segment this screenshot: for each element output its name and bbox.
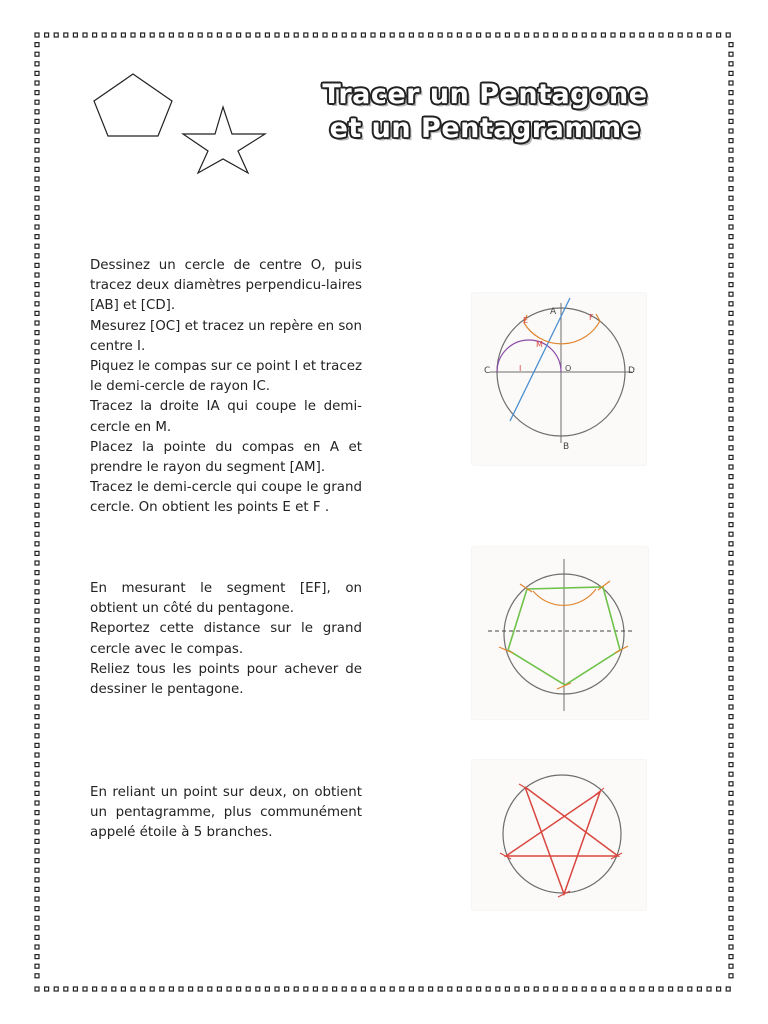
pentagon-icon [88, 70, 178, 142]
label-b: B [563, 442, 570, 452]
label-e: E [523, 316, 529, 325]
pentagram-figure [472, 760, 646, 910]
paragraph: Tracez la droite IA qui coupe le demi-cercle en M. [90, 399, 362, 435]
paragraph: Mesurez [OC] et tracez un repère en son centre I. [90, 318, 362, 354]
label-f: F [589, 313, 594, 322]
paragraph: Reliez tous les points pour achever de dessiner le pentagone. [90, 661, 362, 698]
paragraph: Piquez le compas sur ce point I et tracez le demi-cercle de rayon IC. [90, 359, 362, 395]
label-c: C [484, 366, 491, 376]
label-i: I [519, 364, 522, 373]
page-title [300, 78, 670, 146]
section-1-instructions [90, 256, 362, 519]
label-o: O [565, 364, 572, 373]
title-line-1: Tracer un Pentagone [322, 79, 648, 110]
section-2-instructions [90, 579, 362, 700]
paragraph: Reportez cette distance sur le grand cercle avec le compas. [90, 621, 362, 657]
section-3-instructions [90, 783, 362, 844]
paragraph: Placez la pointe du compas en A et prendre le rayon du segment [AM]. [90, 439, 362, 476]
label-m: M [536, 340, 543, 349]
title-line-2: et un Pentagramme [329, 113, 641, 144]
paragraph: En reliant un point sur deux, on obtient un pentagramme, plus communément appelé étoile à 5 branches. [90, 785, 362, 841]
paragraph: En mesurant le segment [EF], on obtient un côté du pentagone. [90, 581, 362, 617]
star-icon [181, 103, 271, 175]
pentagon-figure [472, 547, 648, 719]
paragraph: Tracez le demi-cercle qui coupe le grand cercle. On obtient les points E et F . [90, 480, 362, 516]
label-d: D [628, 366, 635, 376]
construction-figure [472, 293, 646, 465]
paragraph: Dessinez un cercle de centre O, puis tracez deux diamètres perpendicu-laires [AB] et [CD]. [90, 258, 362, 314]
label-a: A [550, 307, 557, 317]
